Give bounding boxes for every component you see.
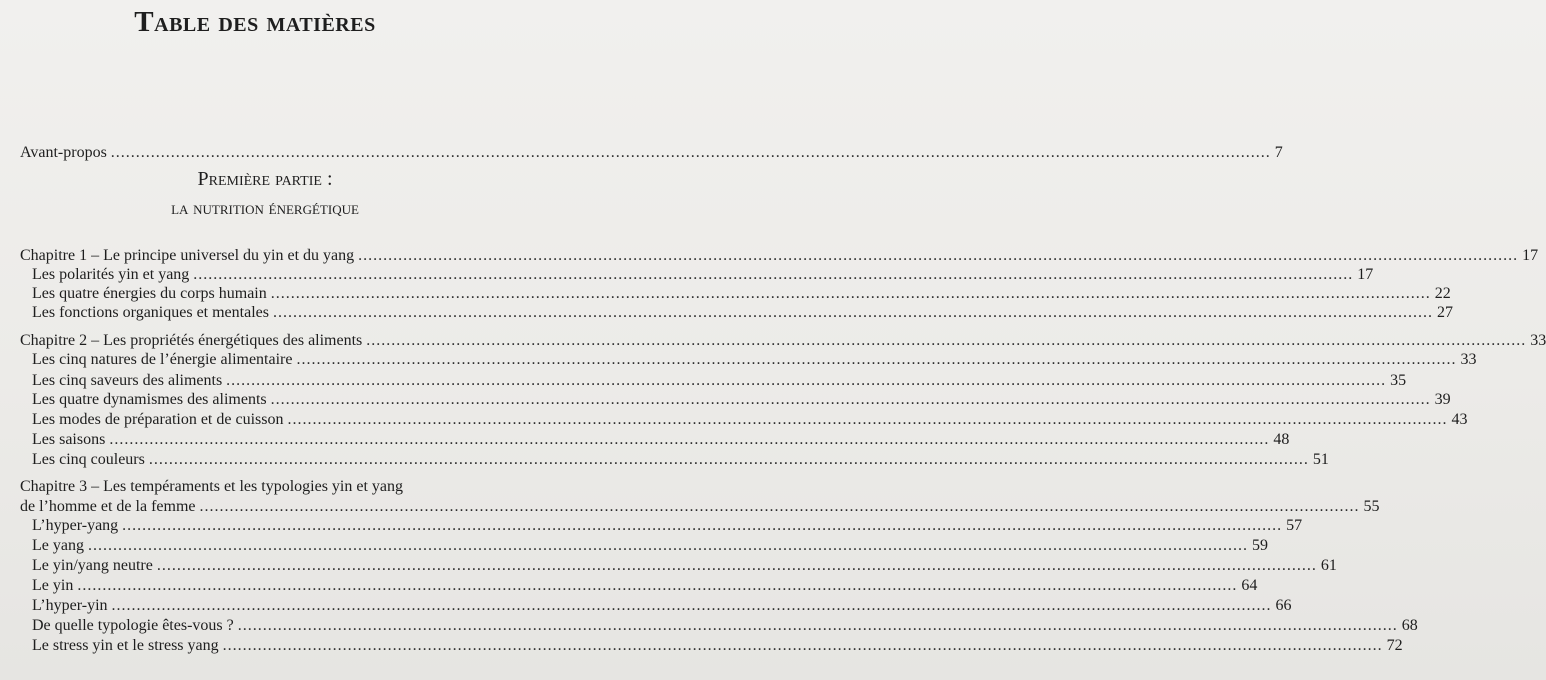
toc-page-number: 7 [1274,144,1283,161]
toc-entry-label: L’hyper-yang [32,517,119,534]
toc-entry-section[interactable] [0,390,1451,410]
toc-entry-section[interactable] [0,576,1258,596]
dot-leader [287,410,1447,430]
toc-entry-label: Les quatre dynamismes des aliments [32,391,267,408]
toc-entry-label: Les quatre énergies du corps humain [32,285,267,302]
toc-entry-chapter-2[interactable] [0,331,1546,351]
part-subheading: la nutrition énergétique [171,198,359,219]
dot-leader [226,371,1386,391]
toc-entry-label: Les saisons [32,431,106,448]
toc-page-number: 64 [1241,577,1258,594]
toc-entry-section[interactable] [0,636,1403,656]
toc-entry-section[interactable] [0,616,1418,636]
toc-entry-label: De quelle typologie êtes-vous ? [32,617,234,634]
dot-leader [273,303,1433,323]
toc-entry-foreword[interactable] [0,143,1283,163]
dot-leader [157,556,1317,576]
dot-leader [111,143,1271,163]
toc-page-number: 27 [1436,304,1453,321]
dot-leader [366,331,1526,351]
toc-entry-chapter-3-label[interactable]: Chapitre 3 – Les tempéraments et les typologies yin et yang [20,478,404,495]
dot-leader [271,284,1431,304]
dot-leader [193,265,1353,285]
toc-entry-label: Les modes de préparation et de cuisson [32,411,284,428]
toc-entry-section[interactable] [0,371,1407,391]
toc-page-number: 72 [1386,637,1403,654]
toc-entry-label: Le yin [32,577,74,594]
toc-entry-section[interactable] [0,284,1451,304]
toc-page-number: 39 [1434,391,1451,408]
toc-entry-label: Le stress yin et le stress yang [32,637,219,654]
toc-page-number: 57 [1286,517,1303,534]
toc-entry-section[interactable] [0,430,1290,450]
toc-entry-section[interactable] [0,556,1337,576]
toc-page-number: 48 [1273,431,1290,448]
dot-leader [109,430,1269,450]
toc-entry-label: L’hyper-yin [32,597,108,614]
toc-entry-section[interactable] [0,596,1292,616]
toc-page-number: 43 [1451,411,1468,428]
toc-page-number: 68 [1401,617,1418,634]
toc-page-number: 22 [1434,285,1451,302]
toc-entry-label: Les cinq natures de l’énergie alimentaire [32,351,293,368]
toc-entry-section[interactable] [0,516,1303,536]
toc-page-number: 59 [1251,537,1268,554]
dot-leader [358,246,1518,266]
toc-entry-section[interactable] [0,410,1468,430]
toc-page-number: 35 [1390,372,1407,389]
dot-leader [199,497,1359,517]
toc-entry-label: Les cinq couleurs [32,451,145,468]
toc-entry-label: Avant-propos [20,144,107,161]
toc-entry-chapter-1[interactable] [0,246,1539,266]
toc-entry-label: Les cinq saveurs des aliments [32,372,223,389]
page-title: Table des matières [134,6,376,38]
dot-leader [271,390,1431,410]
toc-entry-label: Les polarités yin et yang [32,266,190,283]
dot-leader [238,616,1398,636]
toc-page-number: 66 [1275,597,1292,614]
part-heading: Première partie : [197,168,333,190]
toc-entry-section[interactable] [0,303,1453,323]
toc-entry-section[interactable] [0,350,1477,370]
dot-leader [88,536,1248,556]
toc-entry-label: Les fonctions organiques et mentales [32,304,269,321]
toc-entry-label: Chapitre 2 – Les propriétés énergétiques des aliments [20,332,363,349]
dot-leader [122,516,1282,536]
toc-entry-label: Le yin/yang neutre [32,557,153,574]
toc-entry-section[interactable] [0,536,1268,556]
toc-page-number: 55 [1363,498,1380,515]
toc-page-number: 17 [1522,247,1539,264]
toc-entry-label: Chapitre 1 – Le principe universel du yin et du yang [20,247,355,264]
toc-page-number: 33 [1460,351,1477,368]
dot-leader [77,576,1237,596]
toc-page-number: 51 [1312,451,1329,468]
toc-entry-section[interactable] [0,265,1374,285]
dot-leader [223,636,1383,656]
toc-entry-label: de l’homme et de la femme [20,498,196,515]
toc-page-number: 61 [1320,557,1337,574]
dot-leader [149,450,1309,470]
toc-page-number: 17 [1357,266,1374,283]
toc-entry-section[interactable] [0,450,1329,470]
toc-entry-chapter-3[interactable] [0,497,1380,517]
toc-entry-label: Le yang [32,537,84,554]
dot-leader [296,350,1456,370]
toc-page-number: 33 [1530,332,1546,349]
dot-leader [112,596,1272,616]
